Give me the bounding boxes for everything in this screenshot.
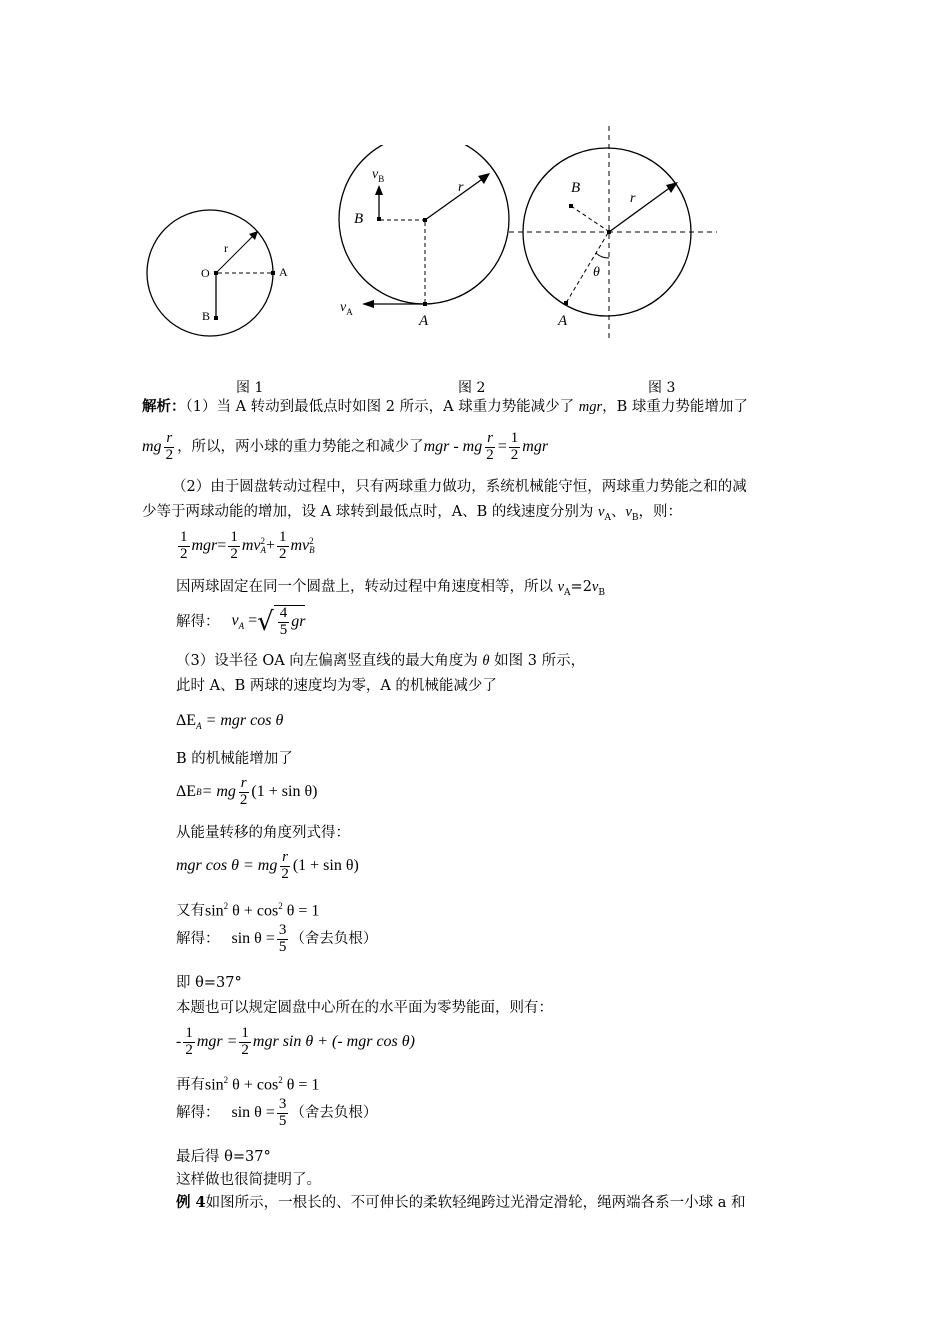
para-6: B 的机械能增加了 <box>176 751 293 767</box>
caption-fig1: 图 1 <box>236 380 264 396</box>
disc-circle <box>339 145 509 304</box>
radius-line <box>425 175 488 220</box>
radius-line <box>216 231 258 273</box>
point-a <box>564 301 568 305</box>
para-13: 这样做也很简捷明了。 <box>176 1172 321 1188</box>
figure-3 <box>505 122 725 342</box>
vb-arrowhead <box>375 185 383 195</box>
figure-3-diagram <box>505 122 725 342</box>
para-2b: 少等于两球动能的增加，设 A 球转到最低点时，A、B 的线速度分别为 $v_A$、$v_B$，则： <box>142 504 683 523</box>
point-a <box>423 302 427 306</box>
equation-delta-ea: $\Delta E_A$ = mgr cos θ <box>176 712 284 732</box>
point-o <box>423 218 427 222</box>
point-b <box>214 316 218 320</box>
label-o: O <box>201 266 210 280</box>
point-b <box>569 204 573 208</box>
equation-zero-level: - $\frac{1}{2}$ mgr = $\frac{1}{2}$ mgr sin θ + (- mgr cos θ) <box>176 1025 415 1058</box>
point-b <box>377 217 381 221</box>
va-arrowhead <box>362 300 374 308</box>
para-9: 即 θ=37° <box>176 975 242 991</box>
label-r: r <box>224 241 228 255</box>
label-b: B <box>354 211 364 227</box>
para-11: 再有 $\sin^2 \theta + \cos^2 \theta = 1$ <box>176 1075 320 1094</box>
label-a: A <box>419 313 429 329</box>
square-root: √ $\frac{4}{5}$ gr <box>257 605 306 638</box>
caption-fig3: 图 3 <box>648 380 676 396</box>
point-o <box>214 271 218 275</box>
example-4: 例 4如图所示，一根长的、不可伸长的柔软轻绳跨过光滑定滑轮，绳两端各系一小球 a 和 <box>176 1194 746 1211</box>
para-5: 此时 A、B 两球的速度均为零，A 的机械能减少了 <box>176 678 497 694</box>
radius-arrowhead <box>666 182 678 193</box>
label-b: B <box>571 180 581 196</box>
para-4: （3）设半径 OA 向左偏离竖直线的最大角度为 θ 如图 3 所示， <box>176 653 586 669</box>
solve-sin-1: 解得： sin θ = $\frac{3}{5}$ （舍去负根） <box>176 922 378 955</box>
dashed-ob <box>571 206 608 231</box>
solve-va: 解得： $v_A$ = √ $\frac{4}{5}$ gr <box>176 605 306 638</box>
para-3: 因两球固定在同一个圆盘上，转动过程中角速度相等，所以 $v_A=2v_B$ <box>176 579 605 598</box>
caption-fig2: 图 2 <box>458 380 486 396</box>
point-a <box>271 271 275 275</box>
radius-arrowhead <box>478 173 490 184</box>
label-r: r <box>458 180 464 195</box>
example-4-label: 例 4 <box>176 1194 206 1211</box>
para-12: 最后得 θ=37° <box>176 1149 271 1165</box>
label-vb: $v_B$ <box>372 167 385 184</box>
point-o <box>607 230 611 234</box>
para-1: 解析：（1）当 A 转动到最低点时如图 2 所示，A 球重力势能减少了 mgr，B 球重力势能增加了 <box>142 398 748 415</box>
para-7: 从能量转移的角度列式得： <box>176 825 350 841</box>
solve-sin-2: 解得： sin θ = $\frac{3}{5}$ （舍去负根） <box>176 1096 378 1129</box>
figure-1 <box>140 205 310 345</box>
dashed-oa <box>566 233 608 303</box>
equation-balance: mgr cos θ = mg $\frac{r}{2}$ (1 + sin θ) <box>176 849 359 882</box>
para-2a: （2）由于圆盘转动过程中，只有两球重力做功，系统机械能守恒，两球重力势能之和的减 <box>172 479 747 495</box>
label-theta: θ <box>593 265 600 280</box>
label-r: r <box>630 191 636 206</box>
label-a: A <box>558 313 568 329</box>
para-8: 又有 $\sin^2 \theta + \cos^2 \theta = 1$ <box>176 901 320 920</box>
figure-2 <box>330 145 520 345</box>
solution-heading: 解析： <box>142 398 186 415</box>
label-va: $v_A$ <box>340 300 353 317</box>
label-a: A <box>279 265 288 279</box>
label-b: B <box>202 309 211 323</box>
equation-energy: $\frac{1}{2}$ mgr = $\frac{1}{2}$ mv 2 A + $\frac{1}{2}$ mv 2 B <box>180 529 315 562</box>
theta-arc <box>596 253 609 258</box>
para-10: 本题也可以规定圆盘中心所在的水平面为零势能面，则有： <box>176 1000 553 1016</box>
para-1-line2: mg $\frac{r}{2}$ ，所以，两小球的重力势能之和减少了 mgr - mg $\frac{r}{2}$ = $\frac{1}{2}$ mgr <box>142 430 549 463</box>
equation-delta-eb: ΔE B = mg $\frac{r}{2}$ (1 + sin θ) <box>176 775 318 808</box>
radius-line <box>609 184 675 232</box>
fraction-r-over-2: $\frac{r}{2}$ <box>165 430 174 463</box>
